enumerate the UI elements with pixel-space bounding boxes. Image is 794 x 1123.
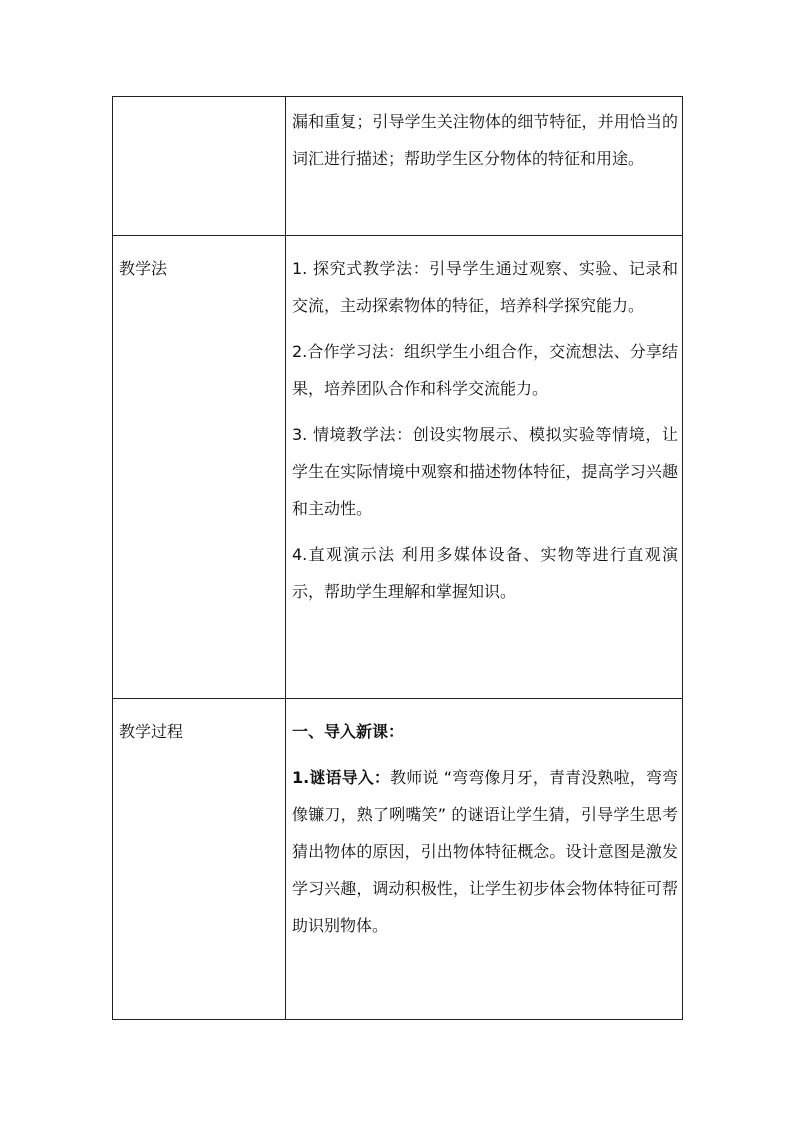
row-label-teaching-methods: 教学法	[113, 236, 286, 699]
row-label	[113, 97, 286, 236]
method-paragraph: 1. 探究式教学法：引导学生通过观察、实验、记录和交流，主动探索物体的特征，培养科学探究能力。	[292, 259, 678, 315]
item-lead: 1.谜语导入：	[292, 768, 391, 787]
item-text: 教师说 “弯弯像月牙，青青没熟啦，弯弯像镰刀，熟了咧嘴笑” 的谜语让学生猜，引导学生思考猜出物体的原因，引出物体特征概念。设计意图是激发学习兴趣，调动积极性，让学生初步体会物体特征可帮助识别物体。	[292, 768, 678, 935]
content-paragraph: 漏和重复；引导学生关注物体的细节特征，并用恰当的词汇进行描述；帮助学生区分物体的特征和用途。	[292, 112, 678, 168]
row-content	[286, 699, 683, 1020]
section-heading: 一、导入新课：	[292, 722, 405, 741]
row-label-teaching-process: 教学过程	[113, 699, 286, 1020]
table-row	[113, 699, 683, 1020]
method-paragraph: 2.合作学习法：组织学生小组合作，交流想法、分享结果，培养团队合作和科学交流能力。	[292, 342, 678, 398]
method-paragraph: 4.直观演示法 利用多媒体设备、实物等进行直观演示，帮助学生理解和掌握知识。	[292, 545, 678, 601]
row-content	[286, 236, 683, 699]
method-paragraph: 3. 情境教学法：创设实物展示、模拟实验等情境，让学生在实际情境中观察和描述物体特征，提高学习兴趣和主动性。	[292, 425, 678, 518]
lesson-plan-table	[112, 96, 683, 1020]
table-row	[113, 97, 683, 236]
table-row	[113, 236, 683, 699]
row-content	[286, 97, 683, 236]
process-paragraph	[292, 759, 678, 944]
